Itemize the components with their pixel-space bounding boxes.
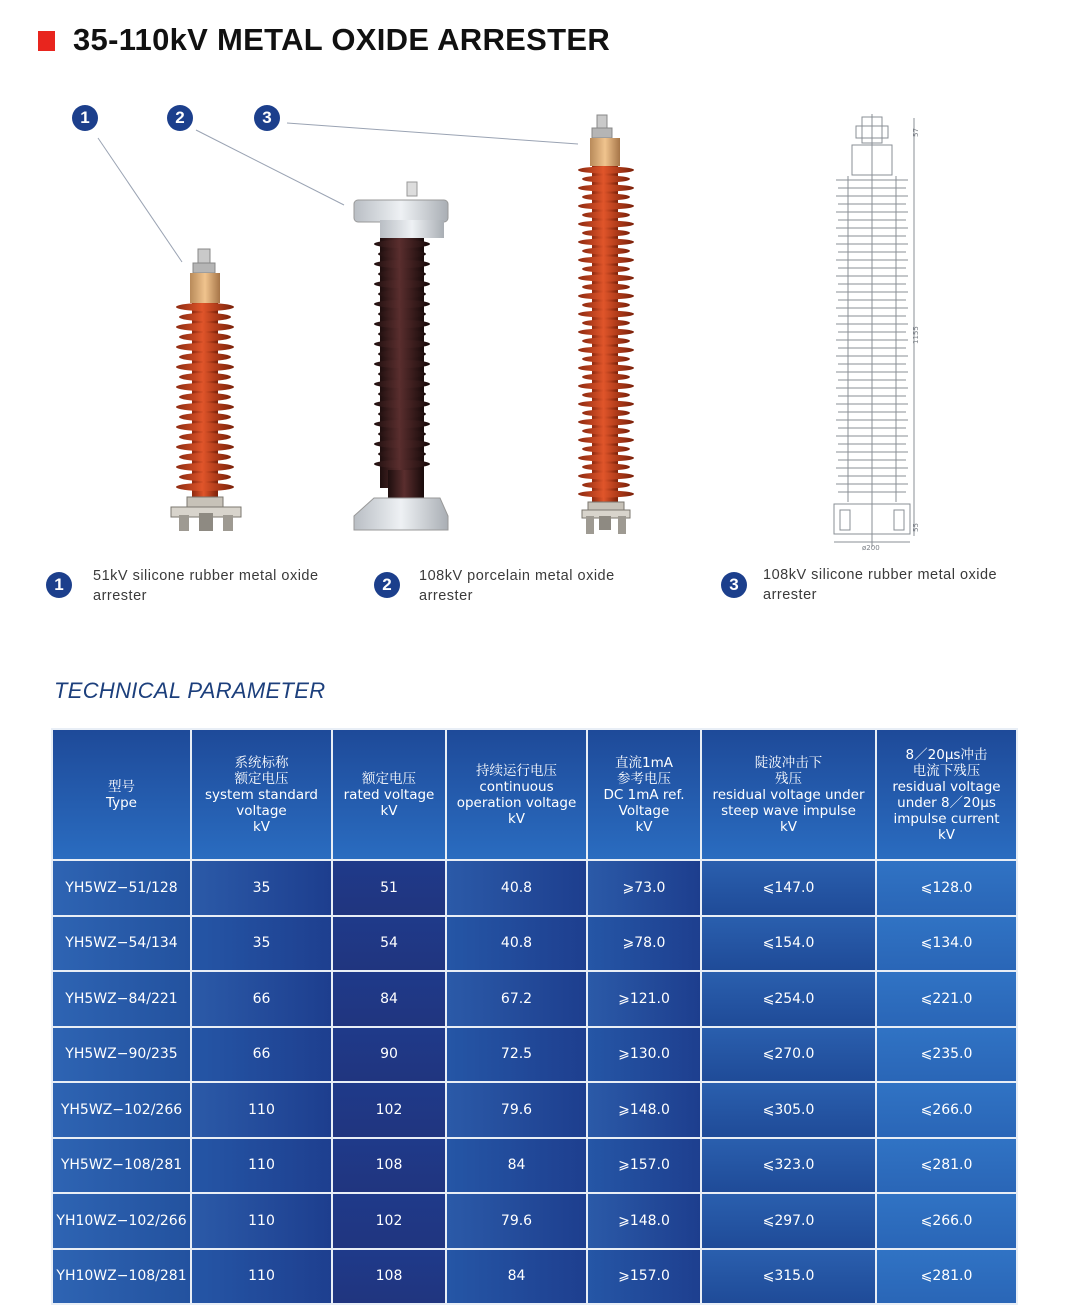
value-cell: 110	[191, 1249, 332, 1305]
column-header-3	[332, 729, 446, 860]
caption-badge-1: 1	[46, 572, 72, 598]
product-image-2	[350, 180, 454, 535]
leader-line-3	[287, 123, 578, 144]
value-cell: 110	[191, 1193, 332, 1249]
column-header-7-en: residual voltage under 8／20μs impulse current	[892, 778, 1001, 827]
value-cell: ⩾148.0	[587, 1193, 701, 1249]
caption-3-line1: 108kV silicone rubber metal oxide	[763, 567, 998, 583]
value-cell: ⩽154.0	[701, 916, 876, 972]
type-cell: YH5WZ−84/221	[52, 971, 191, 1027]
value-cell: ⩾121.0	[587, 971, 701, 1027]
column-header-4-unit: kV	[507, 810, 526, 827]
value-cell: 66	[191, 971, 332, 1027]
value-cell: ⩽221.0	[876, 971, 1017, 1027]
table-row	[52, 1027, 1017, 1083]
column-header-3-unit: kV	[380, 802, 398, 819]
dim-label-bottom: 55	[912, 523, 920, 532]
caption-1-line2: arrester	[93, 588, 147, 604]
leader-line-1	[98, 138, 182, 262]
product-image-3	[568, 112, 648, 542]
value-cell: 84	[332, 971, 446, 1027]
type-cell: YH10WZ−108/281	[52, 1249, 191, 1305]
column-header-2	[191, 729, 332, 860]
type-cell: YH5WZ−90/235	[52, 1027, 191, 1083]
table-row	[52, 971, 1017, 1027]
column-header-7-unit: kV	[937, 826, 956, 843]
value-cell: ⩽254.0	[701, 971, 876, 1027]
value-cell: 108	[332, 1138, 446, 1194]
value-cell: ⩽270.0	[701, 1027, 876, 1083]
column-header-1	[52, 729, 191, 860]
value-cell: 40.8	[446, 916, 587, 972]
dim-label-diameter: ø200	[862, 544, 880, 552]
type-cell: YH5WZ−108/281	[52, 1138, 191, 1194]
value-cell: ⩽315.0	[701, 1249, 876, 1305]
dim-label-height: 1155	[912, 326, 920, 344]
value-cell: 66	[191, 1027, 332, 1083]
section-title: TECHNICAL PARAMETER	[54, 678, 326, 703]
value-cell: ⩾157.0	[587, 1249, 701, 1305]
dim-label-top: 57	[912, 128, 920, 137]
caption-3-line2: arrester	[763, 587, 817, 603]
value-cell: 102	[332, 1193, 446, 1249]
column-header-2-en: system standard voltage	[205, 786, 318, 819]
column-header-6-en: residual voltage under steep wave impulse	[712, 786, 865, 819]
column-header-6	[701, 729, 876, 860]
value-cell: 90	[332, 1027, 446, 1083]
value-cell: 108	[332, 1249, 446, 1305]
parameter-table	[51, 728, 1018, 1305]
column-header-6-unit: kV	[779, 818, 798, 835]
table-row	[52, 860, 1017, 916]
value-cell: 110	[191, 1138, 332, 1194]
type-cell: YH5WZ−102/266	[52, 1082, 191, 1138]
value-cell: 67.2	[446, 971, 587, 1027]
page-title: 35-110kV METAL OXIDE ARRESTER	[73, 22, 611, 57]
caption-2-line2: arrester	[419, 588, 473, 604]
value-cell: 110	[191, 1082, 332, 1138]
column-header-3-en: rated voltage	[343, 786, 435, 803]
marker-3: 3	[254, 105, 280, 131]
column-header-2-unit: kV	[252, 818, 271, 835]
caption-badge-3: 3	[721, 572, 747, 598]
column-header-7-cn: 8／20μs冲击 电流下残压	[905, 746, 988, 779]
caption-1-line1: 51kV silicone rubber metal oxide	[93, 568, 319, 584]
column-header-3-cn: 额定电压	[362, 770, 416, 787]
value-cell: 54	[332, 916, 446, 972]
value-cell: 35	[191, 916, 332, 972]
value-cell: ⩽235.0	[876, 1027, 1017, 1083]
value-cell: 72.5	[446, 1027, 587, 1083]
column-header-6-cn: 陡波冲击下 残压	[754, 754, 823, 787]
column-header-1-en: Type	[105, 794, 137, 811]
value-cell: ⩽266.0	[876, 1193, 1017, 1249]
column-header-4-cn: 持续运行电压	[476, 762, 557, 779]
column-header-5	[587, 729, 701, 860]
column-header-4-en: continuous operation voltage	[456, 778, 577, 811]
product-image-1	[165, 245, 247, 540]
marker-1: 1	[72, 105, 98, 131]
table-row	[52, 916, 1017, 972]
value-cell: 35	[191, 860, 332, 916]
value-cell: 102	[332, 1082, 446, 1138]
column-header-5-en: DC 1mA ref. Voltage	[603, 786, 685, 819]
caption-2-line1: 108kV porcelain metal oxide	[419, 568, 615, 584]
caption-3	[763, 565, 997, 605]
value-cell: 79.6	[446, 1193, 587, 1249]
caption-badge-2: 2	[374, 572, 400, 598]
column-header-5-cn: 直流1mA 参考电压	[615, 754, 673, 787]
leader-line-2	[196, 130, 344, 205]
value-cell: ⩽134.0	[876, 916, 1017, 972]
value-cell: 79.6	[446, 1082, 587, 1138]
column-header-5-unit: kV	[635, 818, 653, 835]
value-cell: ⩽128.0	[876, 860, 1017, 916]
value-cell: 40.8	[446, 860, 587, 916]
column-header-2-cn: 系统标称 额定电压	[234, 754, 289, 787]
value-cell: ⩾78.0	[587, 916, 701, 972]
caption-1	[93, 566, 319, 606]
table-row	[52, 1249, 1017, 1305]
value-cell: ⩽323.0	[701, 1138, 876, 1194]
value-cell: 51	[332, 860, 446, 916]
value-cell: ⩾73.0	[587, 860, 701, 916]
value-cell: ⩾148.0	[587, 1082, 701, 1138]
table-header-row	[52, 729, 1017, 860]
table-row	[52, 1082, 1017, 1138]
column-header-4	[446, 729, 587, 860]
value-cell: ⩾157.0	[587, 1138, 701, 1194]
table-row	[52, 1138, 1017, 1194]
table-row	[52, 1193, 1017, 1249]
value-cell: 84	[446, 1249, 587, 1305]
caption-2	[419, 566, 615, 606]
type-cell: YH10WZ−102/266	[52, 1193, 191, 1249]
value-cell: ⩽305.0	[701, 1082, 876, 1138]
value-cell: ⩾130.0	[587, 1027, 701, 1083]
technical-drawing	[818, 112, 928, 552]
column-header-7	[876, 729, 1017, 860]
value-cell: ⩽281.0	[876, 1138, 1017, 1194]
value-cell: ⩽297.0	[701, 1193, 876, 1249]
type-cell: YH5WZ−54/134	[52, 916, 191, 972]
value-cell: 84	[446, 1138, 587, 1194]
type-cell: YH5WZ−51/128	[52, 860, 191, 916]
value-cell: ⩽281.0	[876, 1249, 1017, 1305]
marker-2: 2	[167, 105, 193, 131]
value-cell: ⩽266.0	[876, 1082, 1017, 1138]
column-header-1-cn: 型号	[108, 778, 135, 795]
value-cell: ⩽147.0	[701, 860, 876, 916]
